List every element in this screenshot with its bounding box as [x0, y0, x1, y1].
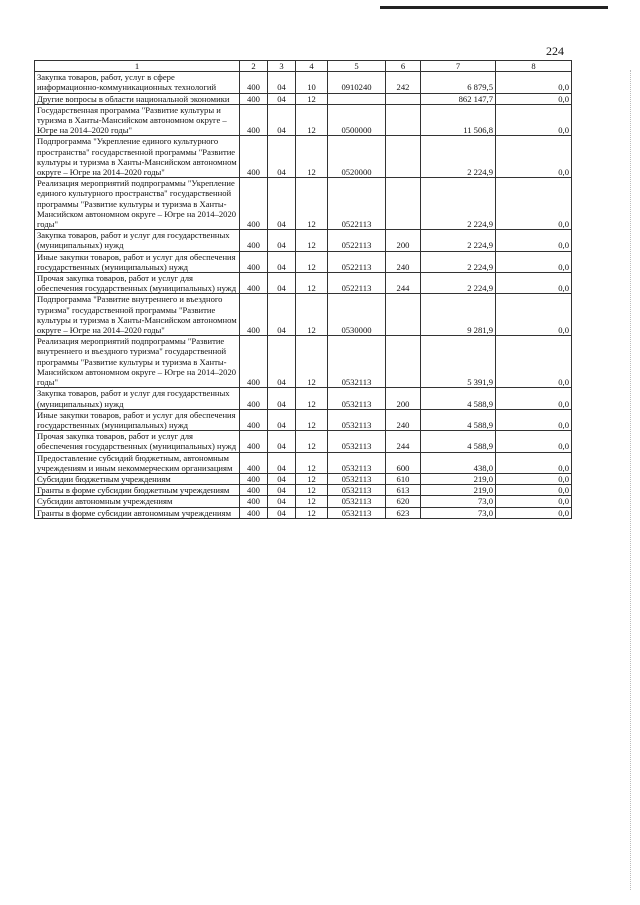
- subsection-cell: 12: [296, 136, 328, 178]
- row-name-cell: Подпрограмма "Развитие внутреннего и въездного туризма" государственной программы "Развитие культуры и туризма в Ханты-Мансийском автономном округе – Югре на 2014–2020 годы": [35, 294, 240, 336]
- target-article-cell: 0532113: [328, 409, 386, 430]
- admin-code-cell: 400: [240, 93, 268, 104]
- column-header: 2: [240, 61, 268, 72]
- expense-type-cell: [386, 336, 421, 388]
- amount-cell: 219,0: [421, 473, 496, 484]
- amount-cell: 9 281,9: [421, 294, 496, 336]
- admin-code-cell: 400: [240, 72, 268, 93]
- amount-cell: 73,0: [421, 507, 496, 518]
- table-row: [35, 136, 572, 178]
- admin-code-cell: 400: [240, 336, 268, 388]
- target-article-cell: 0532113: [328, 473, 386, 484]
- subsection-cell: 12: [296, 496, 328, 507]
- section-cell: 04: [268, 72, 296, 93]
- target-article-cell: 0530000: [328, 294, 386, 336]
- table-row: [35, 294, 572, 336]
- amount-cell: 5 391,9: [421, 336, 496, 388]
- admin-code-cell: 400: [240, 409, 268, 430]
- amount-cell: 862 147,7: [421, 93, 496, 104]
- table-row: [35, 431, 572, 452]
- admin-code-cell: 400: [240, 294, 268, 336]
- amount-cell: 219,0: [421, 485, 496, 496]
- section-cell: 04: [268, 294, 296, 336]
- expense-type-cell: 623: [386, 507, 421, 518]
- admin-code-cell: 400: [240, 178, 268, 230]
- target-article-cell: 0520000: [328, 136, 386, 178]
- row-name-cell: Субсидии бюджетным учреждениям: [35, 473, 240, 484]
- amount-cell: 11 506,8: [421, 104, 496, 136]
- target-article-cell: 0532113: [328, 452, 386, 473]
- column-header: 5: [328, 61, 386, 72]
- table-row: [35, 104, 572, 136]
- subsection-cell: 12: [296, 230, 328, 251]
- subsection-cell: 12: [296, 473, 328, 484]
- subsection-cell: 12: [296, 178, 328, 230]
- target-article-cell: 0500000: [328, 104, 386, 136]
- target-article-cell: 0910240: [328, 72, 386, 93]
- subsection-cell: 12: [296, 409, 328, 430]
- table-row: [35, 251, 572, 272]
- expense-type-cell: [386, 136, 421, 178]
- row-name-cell: Реализация мероприятий подпрограммы "Развитие внутреннего и въездного туризма" государственной программы "Развитие культуры и туризма в Ханты-Мансийском автономном округе – Югре на 2014–2020 годы": [35, 336, 240, 388]
- expense-type-cell: 610: [386, 473, 421, 484]
- amount-cell: 6 879,5: [421, 72, 496, 93]
- expense-type-cell: 200: [386, 388, 421, 409]
- row-name-cell: Прочая закупка товаров, работ и услуг для обеспечения государственных (муниципальных) нужд: [35, 273, 240, 294]
- table-row: [35, 388, 572, 409]
- subsection-cell: 12: [296, 273, 328, 294]
- row-name-cell: Закупка товаров, работ, услуг в сфере информационно-коммуникационных технологий: [35, 72, 240, 93]
- section-cell: 04: [268, 452, 296, 473]
- expense-type-cell: 240: [386, 251, 421, 272]
- table-row: [35, 485, 572, 496]
- section-cell: 04: [268, 496, 296, 507]
- expense-type-cell: [386, 93, 421, 104]
- admin-code-cell: 400: [240, 104, 268, 136]
- target-article-cell: 0532113: [328, 485, 386, 496]
- column-header: 7: [421, 61, 496, 72]
- admin-code-cell: 400: [240, 496, 268, 507]
- amount-cell: 73,0: [421, 496, 496, 507]
- subsection-cell: 12: [296, 251, 328, 272]
- amount-cell: 2 224,9: [421, 273, 496, 294]
- amount-cell: 2 224,9: [421, 230, 496, 251]
- subsection-cell: 12: [296, 507, 328, 518]
- admin-code-cell: 400: [240, 273, 268, 294]
- section-cell: 04: [268, 336, 296, 388]
- expense-type-cell: 240: [386, 409, 421, 430]
- admin-code-cell: 400: [240, 507, 268, 518]
- target-article-cell: 0532113: [328, 388, 386, 409]
- expense-type-cell: 244: [386, 273, 421, 294]
- admin-code-cell: 400: [240, 485, 268, 496]
- admin-code-cell: 400: [240, 251, 268, 272]
- change-amount-cell: 0,0: [496, 136, 572, 178]
- expense-type-cell: 242: [386, 72, 421, 93]
- admin-code-cell: 400: [240, 431, 268, 452]
- row-name-cell: Прочая закупка товаров, работ и услуг для обеспечения государственных (муниципальных) нужд: [35, 431, 240, 452]
- section-cell: 04: [268, 273, 296, 294]
- target-article-cell: 0532113: [328, 336, 386, 388]
- subsection-cell: 12: [296, 294, 328, 336]
- change-amount-cell: 0,0: [496, 251, 572, 272]
- admin-code-cell: 400: [240, 136, 268, 178]
- margin-dots: [630, 70, 632, 890]
- subsection-cell: 12: [296, 452, 328, 473]
- target-article-cell: 0532113: [328, 431, 386, 452]
- column-header: 8: [496, 61, 572, 72]
- section-cell: 04: [268, 93, 296, 104]
- change-amount-cell: 0,0: [496, 388, 572, 409]
- page-number: 224: [546, 44, 564, 58]
- section-cell: 04: [268, 251, 296, 272]
- change-amount-cell: 0,0: [496, 496, 572, 507]
- subsection-cell: 12: [296, 336, 328, 388]
- section-cell: 04: [268, 230, 296, 251]
- subsection-cell: 12: [296, 431, 328, 452]
- section-cell: 04: [268, 104, 296, 136]
- row-name-cell: Другие вопросы в области национальной экономики: [35, 93, 240, 104]
- target-article-cell: 0532113: [328, 507, 386, 518]
- table-row: [35, 452, 572, 473]
- change-amount-cell: 0,0: [496, 273, 572, 294]
- row-name-cell: Государственная программа "Развитие культуры и туризма в Ханты-Мансийском автономном округе – Югре на 2014–2020 годы": [35, 104, 240, 136]
- admin-code-cell: 400: [240, 230, 268, 251]
- row-name-cell: Гранты в форме субсидии бюджетным учреждениям: [35, 485, 240, 496]
- admin-code-cell: 400: [240, 473, 268, 484]
- table-row: [35, 93, 572, 104]
- change-amount-cell: 0,0: [496, 431, 572, 452]
- row-name-cell: Гранты в форме субсидии автономным учреждениям: [35, 507, 240, 518]
- section-cell: 04: [268, 388, 296, 409]
- expense-type-cell: 620: [386, 496, 421, 507]
- section-cell: 04: [268, 409, 296, 430]
- table-row: [35, 336, 572, 388]
- target-article-cell: 0522113: [328, 273, 386, 294]
- admin-code-cell: 400: [240, 452, 268, 473]
- expense-type-cell: [386, 104, 421, 136]
- expense-type-cell: 200: [386, 230, 421, 251]
- admin-code-cell: 400: [240, 388, 268, 409]
- column-header-row: [35, 61, 572, 72]
- expense-type-cell: [386, 178, 421, 230]
- change-amount-cell: 0,0: [496, 294, 572, 336]
- table-row: [35, 230, 572, 251]
- row-name-cell: Подпрограмма "Укрепление единого культурного пространства" государственной программы "Развитие культуры и туризма в Ханты-Мансийском автономном округе – Югре на 2014–2020 годы": [35, 136, 240, 178]
- section-cell: 04: [268, 485, 296, 496]
- row-name-cell: Реализация мероприятий подпрограммы "Укрепление единого культурного пространства" государственной программы "Развитие культуры и туризма в Ханты-Мансийском автономном округе – Югре на 2014–2020 годы": [35, 178, 240, 230]
- row-name-cell: Закупка товаров, работ и услуг для государственных (муниципальных) нужд: [35, 388, 240, 409]
- subsection-cell: 12: [296, 485, 328, 496]
- target-article-cell: 0522113: [328, 230, 386, 251]
- expense-type-cell: 613: [386, 485, 421, 496]
- table-row: [35, 473, 572, 484]
- expense-type-cell: [386, 294, 421, 336]
- table-row: [35, 507, 572, 518]
- expense-type-cell: 244: [386, 431, 421, 452]
- change-amount-cell: 0,0: [496, 93, 572, 104]
- change-amount-cell: 0,0: [496, 336, 572, 388]
- column-header: 6: [386, 61, 421, 72]
- row-name-cell: Иные закупки товаров, работ и услуг для обеспечения государственных (муниципальных) нужд: [35, 409, 240, 430]
- section-cell: 04: [268, 507, 296, 518]
- change-amount-cell: 0,0: [496, 452, 572, 473]
- change-amount-cell: 0,0: [496, 485, 572, 496]
- amount-cell: 2 224,9: [421, 136, 496, 178]
- subsection-cell: 12: [296, 93, 328, 104]
- target-article-cell: 0522113: [328, 178, 386, 230]
- amount-cell: 4 588,9: [421, 409, 496, 430]
- column-header: 4: [296, 61, 328, 72]
- change-amount-cell: 0,0: [496, 473, 572, 484]
- change-amount-cell: 0,0: [496, 507, 572, 518]
- row-name-cell: Субсидии автономным учреждениям: [35, 496, 240, 507]
- subsection-cell: 12: [296, 104, 328, 136]
- table-row: [35, 72, 572, 93]
- row-name-cell: Закупка товаров, работ и услуг для государственных (муниципальных) нужд: [35, 230, 240, 251]
- change-amount-cell: 0,0: [496, 72, 572, 93]
- change-amount-cell: 0,0: [496, 230, 572, 251]
- table-row: [35, 496, 572, 507]
- change-amount-cell: 0,0: [496, 409, 572, 430]
- subsection-cell: 12: [296, 388, 328, 409]
- subsection-cell: 10: [296, 72, 328, 93]
- table-row: [35, 178, 572, 230]
- column-header: 3: [268, 61, 296, 72]
- top-rule: [380, 6, 608, 9]
- target-article-cell: 0532113: [328, 496, 386, 507]
- section-cell: 04: [268, 178, 296, 230]
- table-row: [35, 409, 572, 430]
- amount-cell: 2 224,9: [421, 178, 496, 230]
- amount-cell: 2 224,9: [421, 251, 496, 272]
- section-cell: 04: [268, 473, 296, 484]
- row-name-cell: Предоставление субсидий бюджетным, автономным учреждениям и иным некоммерческим организациям: [35, 452, 240, 473]
- amount-cell: 438,0: [421, 452, 496, 473]
- budget-table: [34, 60, 572, 519]
- change-amount-cell: 0,0: [496, 104, 572, 136]
- target-article-cell: [328, 93, 386, 104]
- table-row: [35, 273, 572, 294]
- amount-cell: 4 588,9: [421, 431, 496, 452]
- row-name-cell: Иные закупки товаров, работ и услуг для обеспечения государственных (муниципальных) нужд: [35, 251, 240, 272]
- expense-type-cell: 600: [386, 452, 421, 473]
- change-amount-cell: 0,0: [496, 178, 572, 230]
- amount-cell: 4 588,9: [421, 388, 496, 409]
- column-header: 1: [35, 61, 240, 72]
- section-cell: 04: [268, 136, 296, 178]
- target-article-cell: 0522113: [328, 251, 386, 272]
- section-cell: 04: [268, 431, 296, 452]
